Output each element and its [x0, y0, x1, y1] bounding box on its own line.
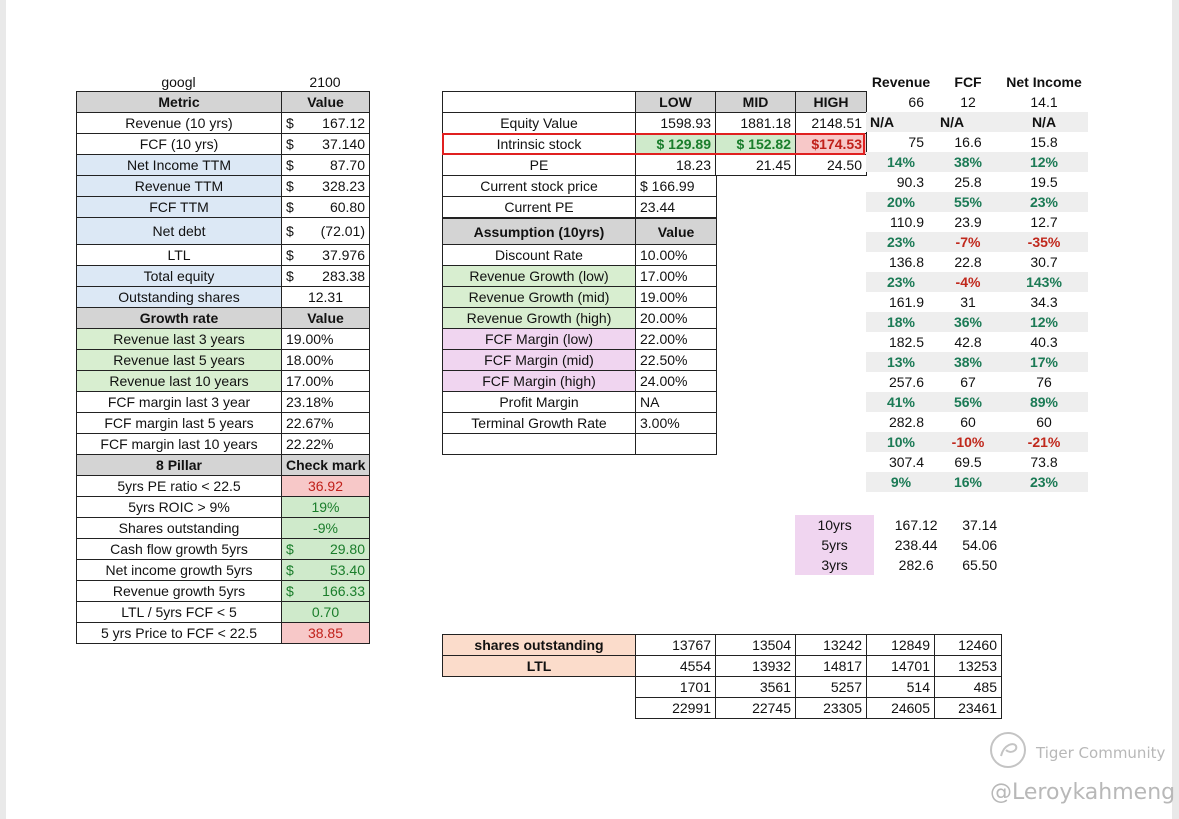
assumption-label: Profit Margin — [443, 392, 636, 413]
history-cell: 22.8 — [954, 254, 982, 270]
pillar-check-value — [282, 539, 370, 560]
history-cell: 19.5 — [1030, 174, 1058, 190]
history-row — [866, 92, 1088, 112]
metric-row — [77, 287, 370, 308]
growth-value: 22.22% — [282, 434, 370, 455]
amount: 29.80 — [329, 541, 365, 557]
pillar-check-value: 19% — [282, 497, 370, 518]
history-cell: 136.8 — [888, 254, 924, 270]
metric-row — [77, 218, 370, 245]
bottom-cell: 24605 — [867, 698, 935, 719]
growth-value: 23.18% — [282, 392, 370, 413]
growth-row — [77, 434, 370, 455]
pe-high: 24.50 — [796, 155, 867, 176]
history-header-revenue: Revenue — [871, 74, 931, 90]
dollar-sign: $ — [286, 541, 294, 557]
history-cell: 16% — [936, 472, 1000, 492]
history-cell: 31 — [960, 294, 976, 310]
assumption-row — [443, 266, 717, 287]
period-revenue: 167.12 — [894, 517, 938, 533]
metric-row — [77, 134, 370, 155]
history-cell: 14% — [866, 152, 936, 172]
assumption-value: 24.00% — [636, 371, 717, 392]
growth-value: 19.00% — [282, 329, 370, 350]
period-label: 5yrs — [795, 535, 874, 555]
pillar-row — [77, 581, 370, 602]
history-cell: 16.6 — [954, 134, 982, 150]
bottom-cell: 13504 — [716, 635, 796, 656]
bottom-cell: 14817 — [796, 656, 867, 677]
period-label: 10yrs — [795, 515, 874, 535]
amount: 328.23 — [322, 178, 365, 194]
assumption-row — [443, 371, 717, 392]
watermark-handle: @Leroykahmeng — [990, 780, 1176, 805]
assumption-row — [443, 308, 717, 329]
pillar-row — [77, 602, 370, 623]
metric-value — [282, 245, 370, 266]
equity-value-low: 1598.93 — [636, 113, 716, 134]
history-cell: 9% — [866, 472, 936, 492]
current-price-label: Current stock price — [443, 176, 636, 197]
assumptions-table — [442, 218, 717, 455]
current-price-table — [442, 175, 717, 218]
bottom-row — [443, 656, 1002, 677]
metric-row — [77, 113, 370, 134]
ticker-price: 2100 — [309, 74, 341, 90]
bottom-row-label — [443, 698, 636, 719]
growth-row — [77, 413, 370, 434]
metric-header-value: Value — [282, 92, 370, 113]
history-cell: 41% — [866, 392, 936, 412]
history-cell: 55% — [936, 192, 1000, 212]
growth-label: Revenue last 5 years — [77, 350, 282, 371]
bottom-row — [443, 698, 1002, 719]
metric-value — [282, 176, 370, 197]
history-row — [866, 272, 1088, 292]
history-row — [866, 132, 1088, 152]
period-row — [795, 535, 1035, 555]
metric-value — [282, 218, 370, 245]
bottom-cell: 3561 — [716, 677, 796, 698]
history-row — [866, 472, 1088, 492]
history-cell: 56% — [936, 392, 1000, 412]
history-cell: N/A — [936, 112, 1000, 132]
period-row — [795, 555, 1035, 575]
metric-row — [77, 266, 370, 287]
pillar-label: 5yrs ROIC > 9% — [77, 497, 282, 518]
assumption-value-header: Value — [636, 219, 717, 245]
bottom-cell: 22745 — [716, 698, 796, 719]
pillar-label: Cash flow growth 5yrs — [77, 539, 282, 560]
ticker-header — [76, 72, 369, 92]
metric-label: Revenue (10 yrs) — [77, 113, 282, 134]
growth-label: FCF margin last 10 years — [77, 434, 282, 455]
dollar-sign: $ — [286, 247, 294, 263]
growth-label: FCF margin last 3 year — [77, 392, 282, 413]
pillar-row — [77, 623, 370, 644]
history-row — [866, 112, 1088, 132]
pillar-header-label: 8 Pillar — [77, 455, 282, 476]
growth-value: 17.00% — [282, 371, 370, 392]
metric-label: Net debt — [77, 218, 282, 245]
metric-label: Revenue TTM — [77, 176, 282, 197]
current-price-value: $ 166.99 — [636, 176, 717, 197]
history-cell: 18% — [866, 312, 936, 332]
dollar-sign: $ — [286, 136, 294, 152]
pillar-label: LTL / 5yrs FCF < 5 — [77, 602, 282, 623]
pillar-row — [77, 497, 370, 518]
history-cell: 10% — [866, 432, 936, 452]
pillar-label: Revenue growth 5yrs — [77, 581, 282, 602]
growth-label: FCF margin last 5 years — [77, 413, 282, 434]
history-cell: 13% — [866, 352, 936, 372]
equity-value-mid: 1881.18 — [716, 113, 796, 134]
growth-header-label: Growth rate — [77, 308, 282, 329]
bottom-row-label — [443, 677, 636, 698]
history-cell: 182.5 — [888, 334, 924, 350]
growth-value: 22.67% — [282, 413, 370, 434]
history-table — [866, 72, 1088, 492]
history-cell: 110.9 — [890, 214, 924, 230]
tiger-logo-icon — [990, 732, 1026, 768]
growth-row — [77, 392, 370, 413]
growth-value: 18.00% — [282, 350, 370, 371]
history-cell: 14.1 — [1030, 94, 1058, 110]
assumption-value: 22.00% — [636, 329, 717, 350]
history-row — [866, 372, 1088, 392]
history-cell: N/A — [1000, 112, 1088, 132]
dollar-sign: $ — [286, 562, 294, 578]
amount: 53.40 — [329, 562, 365, 578]
bottom-cell: 13242 — [796, 635, 867, 656]
bottom-cell: 22991 — [636, 698, 716, 719]
assumption-label: FCF Margin (high) — [443, 371, 636, 392]
pillar-row — [77, 476, 370, 497]
history-cell: 40.3 — [1030, 334, 1058, 350]
history-header-fcf: FCF — [954, 74, 982, 90]
history-cell: 23% — [1000, 472, 1088, 492]
metric-label: Net Income TTM — [77, 155, 282, 176]
history-cell: 30.7 — [1030, 254, 1058, 270]
history-cell: 17% — [1000, 352, 1088, 372]
history-cell: 12% — [1000, 152, 1088, 172]
metric-label: FCF TTM — [77, 197, 282, 218]
assumption-row — [443, 287, 717, 308]
metric-row — [77, 197, 370, 218]
growth-row — [77, 350, 370, 371]
pillar-row — [77, 539, 370, 560]
pillar-label: Net income growth 5yrs — [77, 560, 282, 581]
period-label: 3yrs — [795, 555, 874, 575]
pillar-header-value: Check mark — [282, 455, 370, 476]
assumption-label: Revenue Growth (mid) — [443, 287, 636, 308]
equity-value-high: 2148.51 — [796, 113, 867, 134]
pillar-check-value — [282, 581, 370, 602]
assumption-value: 20.00% — [636, 308, 717, 329]
history-cell: 23% — [866, 272, 936, 292]
assumption-row — [443, 392, 717, 413]
assumption-label: Terminal Growth Rate — [443, 413, 636, 434]
history-cell: 34.3 — [1030, 294, 1058, 310]
history-cell: 257.6 — [888, 374, 924, 390]
period-row — [795, 515, 1035, 535]
history-cell: 12% — [1000, 312, 1088, 332]
period-averages — [795, 515, 1035, 575]
dollar-sign: $ — [286, 115, 294, 131]
history-cell: 66 — [908, 94, 924, 110]
bottom-cell: 23305 — [796, 698, 867, 719]
assumption-value: NA — [636, 392, 717, 413]
col-high: HIGH — [796, 92, 867, 113]
history-cell: 42.8 — [954, 334, 982, 350]
history-row — [866, 212, 1088, 232]
history-cell: 60 — [1036, 414, 1052, 430]
assumption-value: 3.00% — [636, 413, 717, 434]
assumption-label: Discount Rate — [443, 245, 636, 266]
bottom-cell: 4554 — [636, 656, 716, 677]
metric-row — [77, 155, 370, 176]
dollar-sign: $ — [286, 178, 294, 194]
history-row — [866, 252, 1088, 272]
assumption-value: 19.00% — [636, 287, 717, 308]
history-row — [866, 452, 1088, 472]
history-cell: 73.8 — [1030, 454, 1058, 470]
assumption-label: FCF Margin (low) — [443, 329, 636, 350]
pe-label: PE — [443, 155, 636, 176]
dollar-sign: $ — [286, 223, 294, 239]
metric-value — [282, 113, 370, 134]
col-low: LOW — [636, 92, 716, 113]
bottom-row — [443, 677, 1002, 698]
amount: 37.976 — [322, 247, 365, 263]
history-cell: 38% — [936, 352, 1000, 372]
growth-header-value: Value — [282, 308, 370, 329]
assumption-row — [443, 245, 717, 266]
history-cell: 60 — [960, 414, 976, 430]
intrinsic-mid: $ 152.82 — [716, 134, 796, 155]
bottom-cell: 514 — [867, 677, 935, 698]
amount: 87.70 — [329, 157, 365, 173]
bottom-row-label: shares outstanding — [443, 635, 636, 656]
history-cell: -10% — [936, 432, 1000, 452]
history-row — [866, 192, 1088, 212]
history-cell: 75 — [908, 134, 924, 150]
history-cell: 282.8 — [888, 414, 924, 430]
intrinsic-low: $ 129.89 — [636, 134, 716, 155]
bottom-row — [443, 635, 1002, 656]
history-cell: -21% — [1000, 432, 1088, 452]
history-row — [866, 292, 1088, 312]
equity-value-label: Equity Value — [443, 113, 636, 134]
watermark-brand: Tiger Community — [1036, 744, 1166, 762]
intrinsic-high: $174.53 — [796, 134, 867, 155]
assumption-label: FCF Margin (mid) — [443, 350, 636, 371]
dollar-sign: $ — [286, 268, 294, 284]
pillar-check-value: 38.85 — [282, 623, 370, 644]
history-cell: 23.9 — [954, 214, 982, 230]
assumption-label — [443, 434, 636, 455]
history-row — [866, 392, 1088, 412]
history-row — [866, 332, 1088, 352]
pillar-label: 5yrs PE ratio < 22.5 — [77, 476, 282, 497]
history-row — [866, 412, 1088, 432]
metric-label: LTL — [77, 245, 282, 266]
history-cell: 307.4 — [888, 454, 924, 470]
intrinsic-label: Intrinsic stock — [443, 134, 636, 155]
history-row — [866, 352, 1088, 372]
pillar-row — [77, 560, 370, 581]
dollar-sign: $ — [286, 583, 294, 599]
pillar-check-value — [282, 560, 370, 581]
bottom-cell: 13253 — [935, 656, 1002, 677]
col-mid: MID — [716, 92, 796, 113]
history-row — [866, 152, 1088, 172]
bottom-cell: 13932 — [716, 656, 796, 677]
metrics-table — [76, 91, 370, 644]
assumption-label: Revenue Growth (high) — [443, 308, 636, 329]
pillar-label: Shares outstanding — [77, 518, 282, 539]
metric-value — [282, 155, 370, 176]
history-cell: 89% — [1000, 392, 1088, 412]
ticker-symbol: googl — [161, 74, 196, 90]
metric-value — [282, 197, 370, 218]
assumption-row — [443, 350, 717, 371]
growth-label: Revenue last 3 years — [77, 329, 282, 350]
pillar-check-value: -9% — [282, 518, 370, 539]
history-cell: 67 — [960, 374, 976, 390]
amount: 167.12 — [322, 115, 365, 131]
bottom-cell: 14701 — [867, 656, 935, 677]
dollar-sign: $ — [286, 157, 294, 173]
history-row — [866, 232, 1088, 252]
history-cell: 69.5 — [954, 454, 982, 470]
history-cell: -35% — [1000, 232, 1088, 252]
bottom-cell: 13767 — [636, 635, 716, 656]
metric-label: Total equity — [77, 266, 282, 287]
period-fcf: 65.50 — [962, 557, 998, 573]
period-fcf: 37.14 — [962, 517, 998, 533]
assumption-header: Assumption (10yrs) — [443, 219, 636, 245]
history-cell: 76 — [1036, 374, 1052, 390]
assumption-value: 17.00% — [636, 266, 717, 287]
metric-row — [77, 176, 370, 197]
growth-row — [77, 371, 370, 392]
current-pe-label: Current PE — [443, 197, 636, 218]
history-cell: 15.8 — [1030, 134, 1058, 150]
dollar-sign: $ — [286, 199, 294, 215]
history-cell: 23% — [1000, 192, 1088, 212]
assumption-value: 22.50% — [636, 350, 717, 371]
history-cell: N/A — [866, 112, 936, 132]
shares-ltl-table — [442, 634, 1002, 719]
bottom-cell: 485 — [935, 677, 1002, 698]
assumption-row — [443, 329, 717, 350]
history-cell: 36% — [936, 312, 1000, 332]
pillar-label: 5 yrs Price to FCF < 22.5 — [77, 623, 282, 644]
history-cell: -4% — [936, 272, 1000, 292]
history-cell: 38% — [936, 152, 1000, 172]
metric-value — [282, 266, 370, 287]
period-revenue: 238.44 — [894, 537, 938, 553]
bottom-row-label: LTL — [443, 656, 636, 677]
assumption-value: 10.00% — [636, 245, 717, 266]
history-row — [866, 312, 1088, 332]
bottom-cell: 12849 — [867, 635, 935, 656]
history-cell: 161.9 — [888, 294, 924, 310]
assumption-label: Revenue Growth (low) — [443, 266, 636, 287]
history-cell: 143% — [1000, 272, 1088, 292]
pe-mid: 21.45 — [716, 155, 796, 176]
growth-label: Revenue last 10 years — [77, 371, 282, 392]
history-cell: 25.8 — [954, 174, 982, 190]
valuation-corner — [443, 92, 636, 113]
bottom-cell: 5257 — [796, 677, 867, 698]
history-row — [866, 172, 1088, 192]
growth-row — [77, 329, 370, 350]
amount: 60.80 — [329, 199, 365, 215]
amount: 283.38 — [322, 268, 365, 284]
assumption-row — [443, 413, 717, 434]
bottom-cell: 1701 — [636, 677, 716, 698]
history-cell: 12 — [960, 94, 976, 110]
history-cell: 12.7 — [1030, 214, 1058, 230]
history-row — [866, 432, 1088, 452]
valuation-table — [442, 91, 867, 176]
metric-value — [282, 134, 370, 155]
pe-low: 18.23 — [636, 155, 716, 176]
metric-row — [77, 245, 370, 266]
history-cell: 20% — [866, 192, 936, 212]
metric-value: 12.31 — [282, 287, 370, 308]
amount: (72.01) — [320, 223, 365, 239]
metric-label: FCF (10 yrs) — [77, 134, 282, 155]
history-header-net-income: Net Income — [1006, 74, 1082, 90]
history-cell: -7% — [936, 232, 1000, 252]
amount: 37.140 — [322, 136, 365, 152]
current-pe-value: 23.44 — [636, 197, 717, 218]
history-cell: 90.3 — [896, 174, 924, 190]
pillar-row — [77, 518, 370, 539]
pillar-check-value: 0.70 — [282, 602, 370, 623]
metric-label: Outstanding shares — [77, 287, 282, 308]
assumption-row — [443, 434, 717, 455]
history-cell: 23% — [866, 232, 936, 252]
pillar-check-value: 36.92 — [282, 476, 370, 497]
amount: 166.33 — [322, 583, 365, 599]
metric-header-label: Metric — [77, 92, 282, 113]
assumption-value — [636, 434, 717, 455]
bottom-cell: 23461 — [935, 698, 1002, 719]
bottom-cell: 12460 — [935, 635, 1002, 656]
period-revenue: 282.6 — [898, 557, 934, 573]
period-fcf: 54.06 — [962, 537, 998, 553]
